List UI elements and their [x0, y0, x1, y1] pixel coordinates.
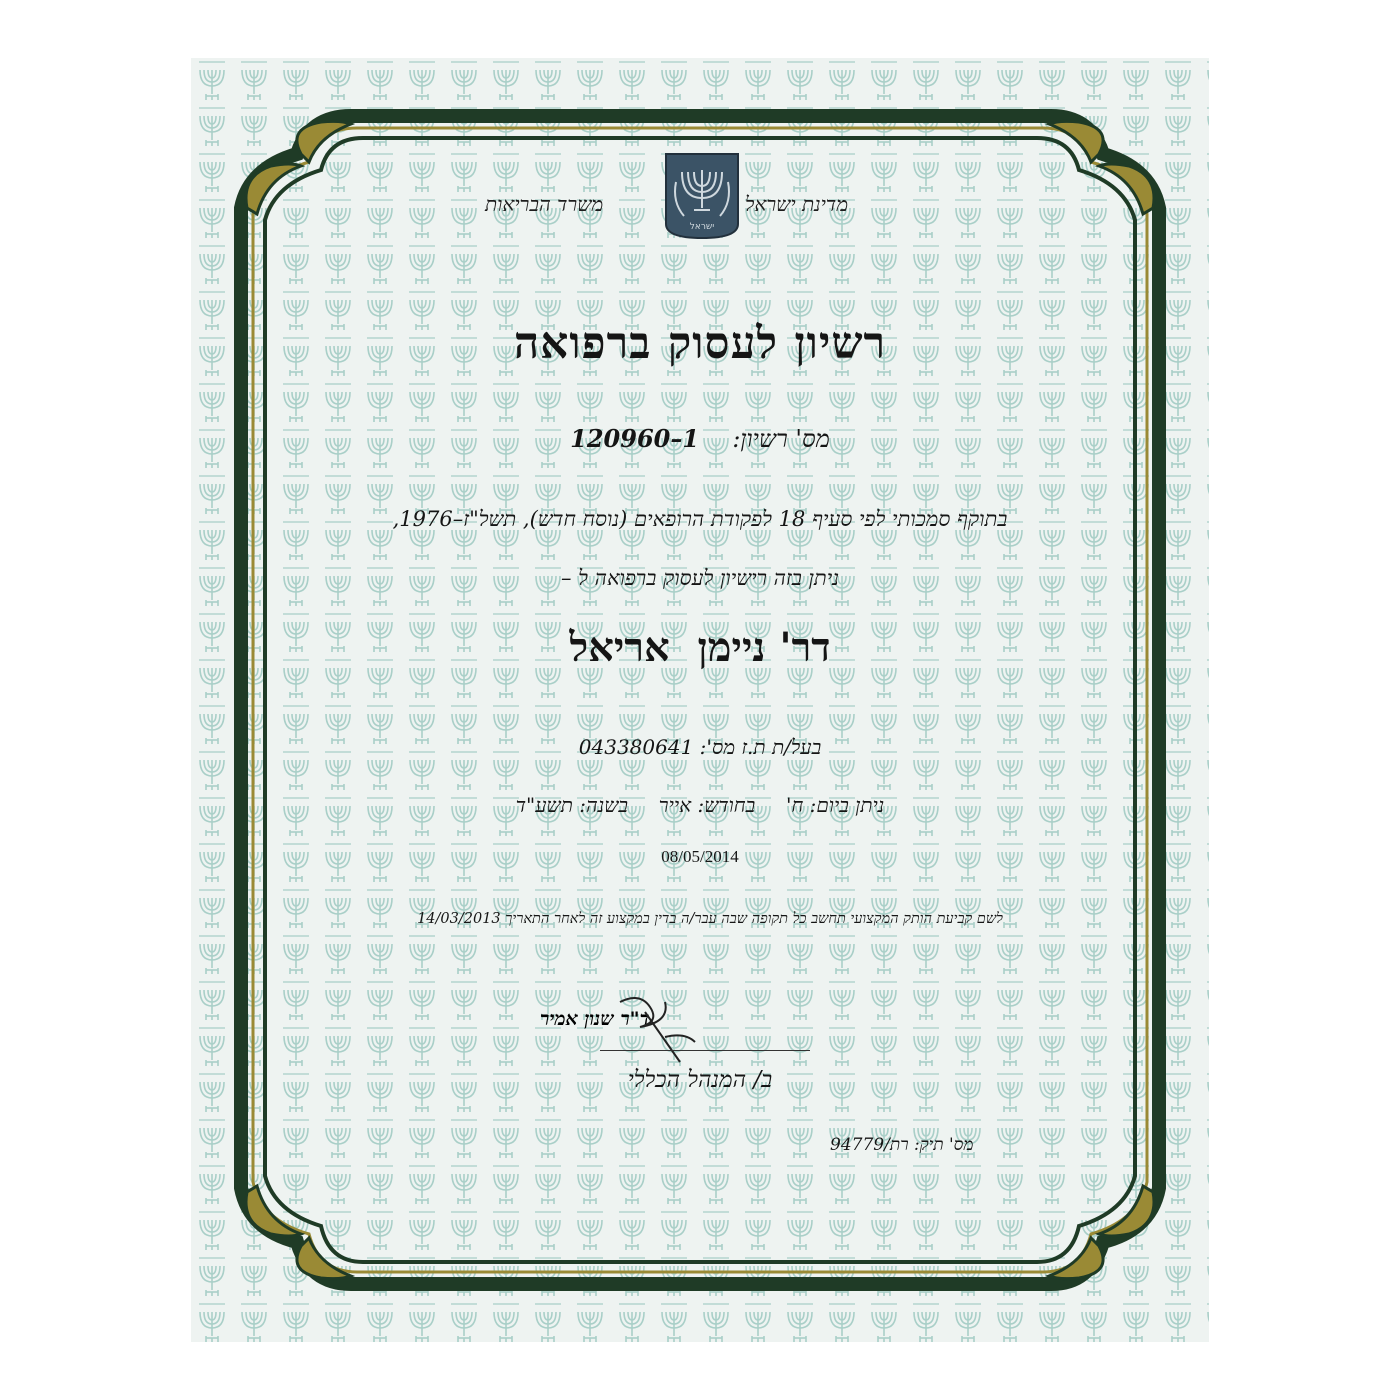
file-number: רת/94779 — [830, 1135, 909, 1155]
id-number: 043380641 — [578, 735, 694, 759]
signature-title: ב/ המנהל הכללי — [627, 1067, 773, 1093]
id-number-line — [300, 735, 1100, 760]
license-number: 1–120960 — [570, 424, 700, 453]
year-label: בשנה: — [579, 793, 629, 817]
certificate-title: רשיון לעסוק ברפואה — [513, 318, 887, 369]
signature-line — [600, 1050, 810, 1051]
grant-text: ניתן בזה רישיון לעסוק ברפואה ל – — [560, 566, 840, 590]
seniority-note: לשם קביעת הותק המקצועי תחשב כל תקופה שבה עבר/ה בדין במקצוע זה לאחר התאריך — [505, 911, 1003, 927]
file-number-line — [830, 1135, 973, 1155]
id-label: בעל/ת ת.ז מס': — [699, 735, 822, 759]
certificate-frame — [191, 58, 1209, 1342]
state-emblem-icon — [664, 152, 740, 240]
holder-name: דר' ניימן אריאל — [569, 624, 831, 671]
seniority-note-line — [310, 911, 1110, 928]
file-label: מס' תיק: — [913, 1135, 974, 1155]
license-number-line — [300, 424, 1100, 454]
license-certificate — [191, 58, 1209, 1342]
header-state: מדינת ישראל — [745, 192, 849, 216]
seniority-date: 14/03/2013 — [417, 911, 501, 927]
gregorian-date: 08/05/2014 — [661, 847, 739, 866]
license-number-label: מס' רשיון: — [732, 425, 830, 453]
month-value: אייר — [658, 793, 692, 817]
header-ministry: משרד הבריאות — [485, 192, 604, 216]
year-value: תשע"ד — [515, 793, 573, 817]
hebrew-date-line — [300, 793, 1100, 818]
day-label: ניתן ביום: — [809, 793, 885, 817]
emblem-label: ישראל — [689, 222, 715, 232]
month-label: בחודש: — [697, 793, 756, 817]
authority-text: בתוקף סמכותי לפי סעיף 18 לפקודת הרופאים (נוסח חדש), תשל"ז–1976, — [392, 507, 1008, 531]
day-value: ח' — [785, 793, 804, 817]
handwritten-signature — [610, 992, 710, 1072]
signature-name: ד"ר שנון אמיר — [540, 1008, 650, 1030]
